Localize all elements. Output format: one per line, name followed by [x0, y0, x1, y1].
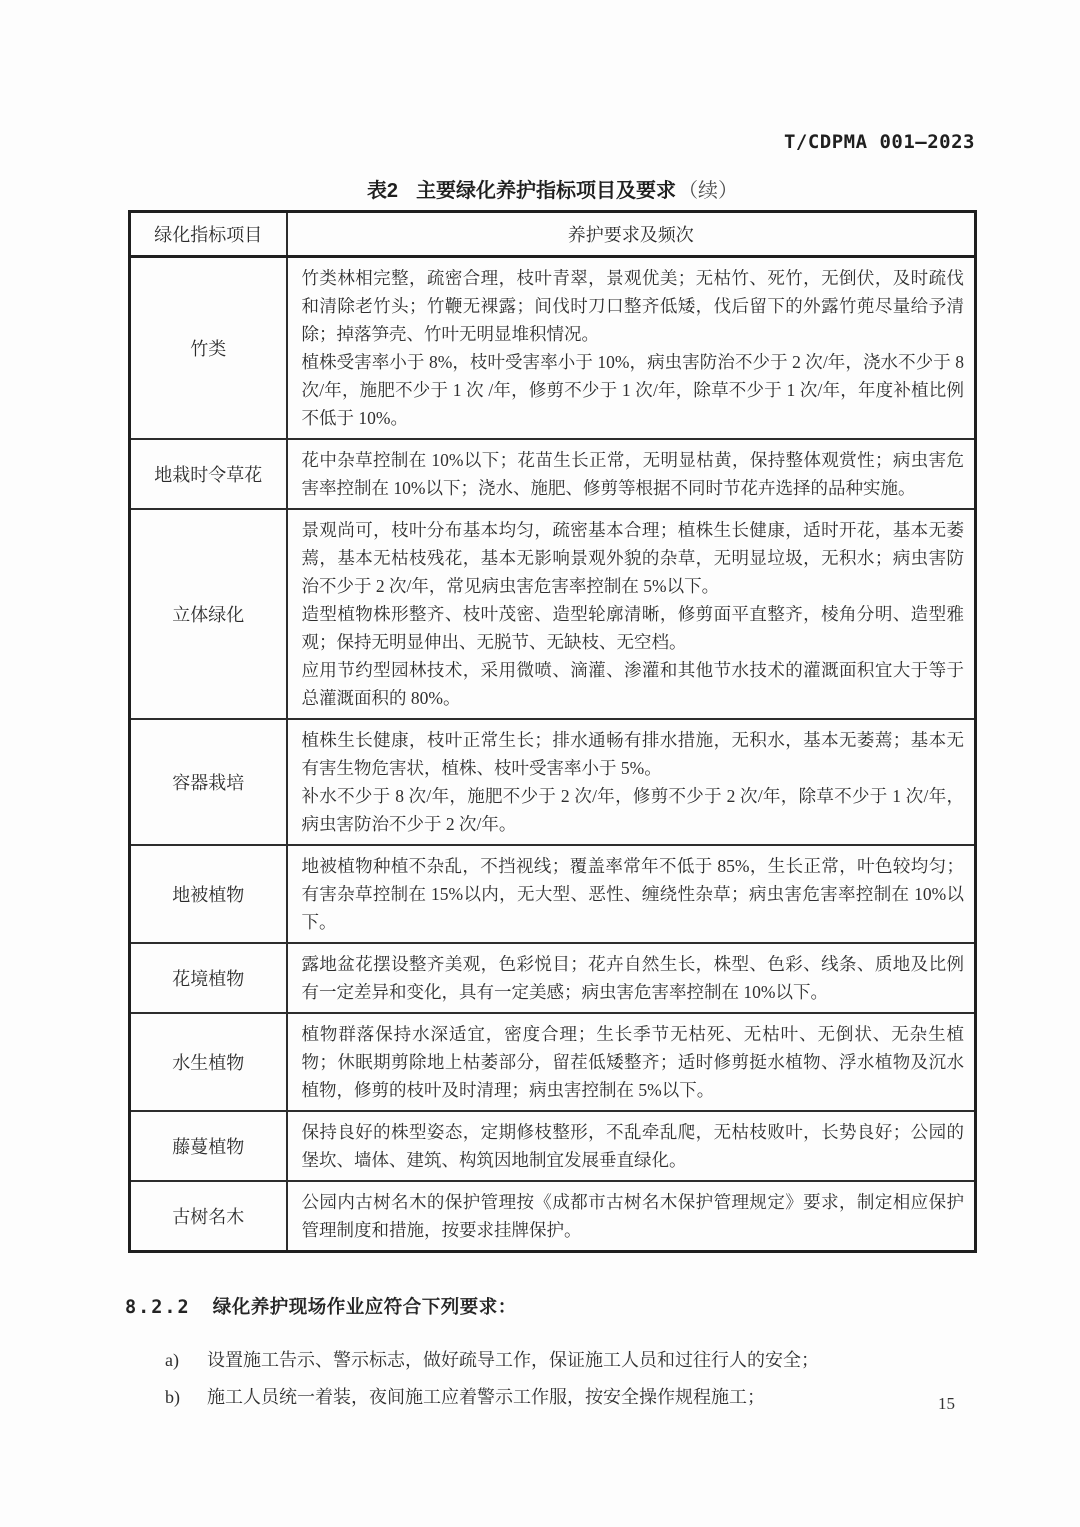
table-caption-text: 主要绿化养护指标项目及要求 [416, 180, 677, 202]
list-item-marker: a) [165, 1350, 179, 1370]
requirements-cell [287, 509, 976, 719]
table-caption-suffix: （续） [678, 180, 739, 202]
table-row [130, 1013, 976, 1111]
table-row [130, 943, 976, 1013]
table-caption-label: 表2 [366, 180, 399, 202]
indicator-item-cell: 地被植物 [130, 845, 287, 943]
requirements-cell [287, 845, 976, 943]
requirement-paragraph: 植物群落保持水深适宜，密度合理；生长季节无枯死、无枯叶、无倒状、无杂生植物；休眠期剪除地上枯萎部分，留茬低矮整齐；适时修剪挺水植物、浮水植物及沉水植物，修剪的枝叶及时清理；病虫害控制在 5%以下。 [301, 1024, 964, 1100]
table-row [130, 719, 976, 845]
requirements-cell [287, 1181, 976, 1252]
list-item-text: 设置施工告示、警示标志，做好疏导工作，保证施工人员和过往行人的安全； [207, 1350, 819, 1370]
column-header-indicator-item: 绿化指标项目 [130, 212, 287, 257]
indicator-item-cell: 藤蔓植物 [130, 1111, 287, 1181]
standard-doc-number: T/CDPMA 001—2023 [783, 131, 975, 153]
requirement-paragraph: 造型植物株形整齐、枝叶茂密、造型轮廓清晰，修剪面平直整齐，棱角分明、造型雅观；保持无明显伸出、无脱节、无缺枝、无空档。 [301, 604, 964, 652]
table-caption [128, 174, 977, 203]
requirement-paragraph: 应用节约型园林技术，采用微喷、滴灌、渗灌和其他节水技术的灌溉面积宜大于等于总灌溉面积的 80%。 [301, 660, 964, 708]
list-item-text: 施工人员统一着装，夜间施工应着警示工作服，按安全操作规程施工； [207, 1387, 765, 1407]
requirement-paragraph: 景观尚可，枝叶分布基本均匀，疏密基本合理；植株生长健康，适时开花，基本无萎蔫，基本无枯枝残花，基本无影响景观外貌的杂草，无明显垃圾，无积水；病虫害防治不少于 2 次/年，常见病虫害危害率控制在 5%以下。 [301, 520, 964, 596]
requirements-cell [287, 719, 976, 845]
requirements-cell [287, 1013, 976, 1111]
requirement-paragraph: 地被植物种植不杂乱，不挡视线；覆盖率常年不低于 85%，生长正常，叶色较均匀；有害杂草控制在 15%以内，无大型、恶性、缠绕性杂草；病虫害危害率控制在 10%以下。 [301, 856, 964, 932]
indicator-item-cell: 竹类 [130, 257, 287, 440]
table-row [130, 439, 976, 509]
table-row [130, 1181, 976, 1252]
page-number: 15 [938, 1394, 955, 1413]
requirement-paragraph: 保持良好的株型姿态，定期修枝整形，不乱牵乱爬，无枯枝败叶，长势良好；公园的堡坎、墙体、建筑、构筑因地制宜发展垂直绿化。 [301, 1122, 964, 1170]
requirement-paragraph: 公园内古树名木的保护管理按《成都市古树名木保护管理规定》要求，制定相应保护管理制度和措施，按要求挂牌保护。 [301, 1192, 964, 1240]
column-header-requirements: 养护要求及频次 [287, 212, 976, 257]
requirement-paragraph: 竹类林相完整，疏密合理，枝叶青翠，景观优美；无枯竹、死竹，无倒伏，及时疏伐和清除老竹头；竹鞭无裸露；间伐时刀口整齐低矮，伐后留下的外露竹蔸尽量给予清除；掉落笋壳、竹叶无明显堆积情况。 [301, 268, 964, 344]
clause-heading-text: 绿化养护现场作业应符合下列要求： [212, 1296, 517, 1317]
list-item [125, 1382, 985, 1412]
clause-item-list [125, 1345, 985, 1412]
requirement-paragraph: 花中杂草控制在 10%以下；花苗生长正常，无明显枯黄，保持整体观赏性；病虫害危害率控制在 10%以下；浇水、施肥、修剪等根据不同时节花卉选择的品种实施。 [301, 450, 964, 498]
list-item [125, 1345, 985, 1375]
table-row [130, 845, 976, 943]
requirement-paragraph: 植株生长健康，枝叶正常生长；排水通畅有排水措施，无积水，基本无萎蔫；基本无有害生物危害状，植株、枝叶受害率小于 5%。 [301, 730, 964, 778]
table-row [130, 1111, 976, 1181]
requirement-paragraph: 补水不少于 8 次/年，施肥不少于 2 次/年，修剪不少于 2 次/年，除草不少于 1 次/年，病虫害防治不少于 2 次/年。 [301, 786, 964, 834]
indicator-item-cell: 花境植物 [130, 943, 287, 1013]
table-row [130, 509, 976, 719]
requirements-cell [287, 439, 976, 509]
list-item-marker: b) [165, 1387, 180, 1407]
indicator-item-cell: 古树名木 [130, 1181, 287, 1252]
indicator-item-cell: 容器栽培 [130, 719, 287, 845]
maintenance-table-body [130, 257, 976, 1252]
requirements-cell [287, 1111, 976, 1181]
indicator-item-cell: 水生植物 [130, 1013, 287, 1111]
greening-maintenance-table [128, 210, 977, 1253]
table-row [130, 257, 976, 440]
indicator-item-cell: 立体绿化 [130, 509, 287, 719]
clause-number: 8.2.2 [125, 1297, 191, 1318]
indicator-item-cell: 地栽时令草花 [130, 439, 287, 509]
requirement-paragraph: 植株受害率小于 8%，枝叶受害率小于 10%，病虫害防治不少于 2 次/年，浇水不少于 8 次/年，施肥不少于 1 次 /年，修剪不少于 1 次/年，除草不少于 1 次/年，年度补植比例不低于 10%。 [301, 352, 964, 428]
requirement-paragraph: 露地盆花摆设整齐美观，色彩悦目；花卉自然生长，株型、色彩、线条、质地及比例有一定差异和变化，具有一定美感；病虫害危害率控制在 10%以下。 [301, 954, 964, 1002]
clause-8-2-2 [125, 1293, 985, 1419]
table-header-row [130, 212, 976, 257]
requirements-cell [287, 943, 976, 1013]
requirements-cell [287, 257, 976, 440]
clause-heading [125, 1293, 985, 1319]
